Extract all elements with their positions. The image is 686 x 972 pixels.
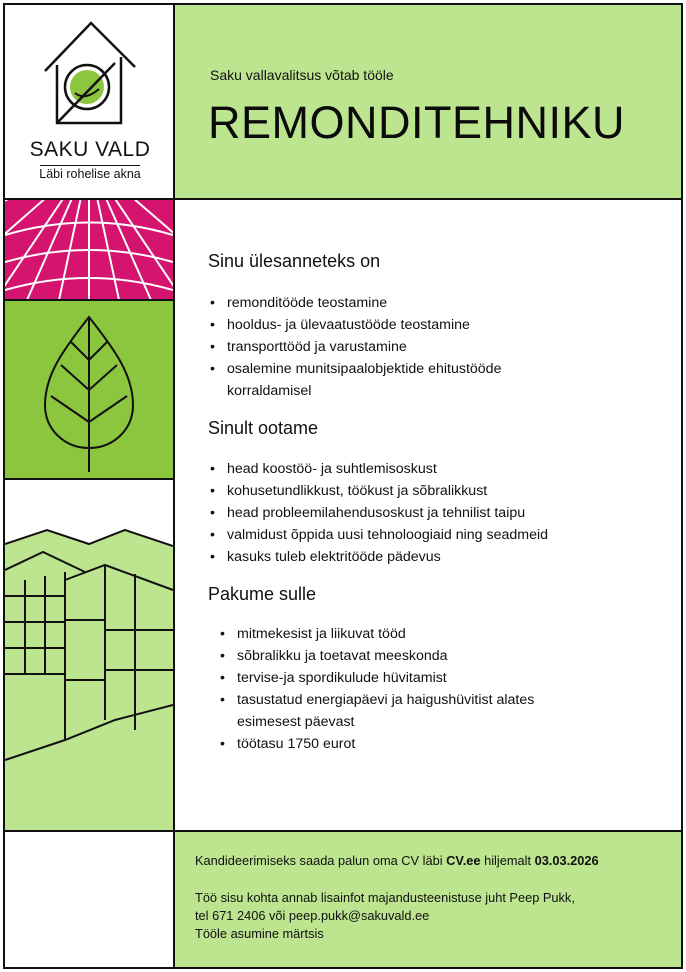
- start-date-line: Tööle asumine märtsis: [195, 926, 324, 941]
- footer-blank-cell: [5, 830, 175, 969]
- offer-list: [220, 623, 534, 755]
- poster-frame: [3, 3, 683, 969]
- list-item: • transporttööd ja varustamine: [210, 336, 501, 358]
- list-item: • mitmekesist ja liikuvat tööd: [220, 623, 534, 645]
- apply-prefix: Kandideerimiseks saada palun oma CV läbi: [195, 853, 447, 868]
- list-item: • remonditööde teostamine: [210, 292, 501, 314]
- list-item: • hooldus- ja ülevaatustööde teostamine: [210, 314, 501, 336]
- logo-panel: [5, 5, 175, 200]
- decorative-column: [5, 200, 175, 830]
- list-item: • head probleemilahendusoskust ja tehnilist taipu: [210, 502, 548, 524]
- job-details: [175, 200, 683, 830]
- logo-name: SAKU VALD: [29, 138, 151, 161]
- job-title: REMONDITEHNIKU: [208, 97, 626, 148]
- leaf-icon: [5, 301, 173, 479]
- saku-house-logo-icon: [5, 5, 175, 130]
- list-item: • kohusetundlikkust, töökust ja sõbralikkust: [210, 480, 548, 502]
- application-instructions: [195, 852, 599, 870]
- contact-line: Töö sisu kohta annab lisainfot majandusteenistuse juht Peep Pukk,: [195, 890, 575, 905]
- employer-kicker: Saku vallavalitsus võtab tööle: [210, 67, 394, 83]
- list-item: • head koostöö- ja suhtlemisoskust: [210, 458, 548, 480]
- list-item: • kasuks tuleb elektritööde pädevus: [210, 546, 548, 568]
- section-heading-tasks: Sinu ülesanneteks on: [208, 251, 381, 271]
- logo-divider: [40, 165, 140, 166]
- header-banner: [175, 5, 683, 200]
- section-heading-expectations: Sinult ootame: [208, 418, 319, 438]
- application-footer: [175, 830, 683, 969]
- list-item: • tasustatud energiapäevi ja haigushüvitist alates: [220, 689, 534, 711]
- list-item-continued: esimesest päevast: [237, 714, 355, 730]
- building-illustration-icon: [5, 480, 173, 830]
- decorative-illustrations: [5, 200, 173, 830]
- contact-info: [195, 889, 575, 943]
- list-item: • tervise-ja spordikulude hüvitamist: [220, 667, 534, 689]
- apply-mid: hiljemalt: [480, 853, 535, 868]
- contact-line: tel 671 2406 või peep.pukk@sakuvald.ee: [195, 908, 430, 923]
- deadline-date: 03.03.2026: [534, 853, 599, 868]
- logo-tagline: Läbi rohelise akna: [39, 167, 141, 181]
- cv-site-link[interactable]: CV.ee: [446, 853, 481, 868]
- list-item: • töötasu 1750 eurot: [220, 733, 534, 755]
- list-item: • sõbralikku ja toetavat meeskonda: [220, 645, 534, 667]
- list-item-continued: korraldamisel: [227, 383, 312, 399]
- tasks-list: [210, 292, 501, 402]
- expectations-list: [210, 458, 548, 568]
- section-heading-offer: Pakume sulle: [208, 584, 317, 604]
- list-item: • osalemine munitsipaalobjektide ehitustööde: [210, 358, 501, 380]
- list-item: • valmidust õppida uusi tehnoloogiaid ning seadmeid: [210, 524, 548, 546]
- sunburst-icon: [5, 200, 173, 300]
